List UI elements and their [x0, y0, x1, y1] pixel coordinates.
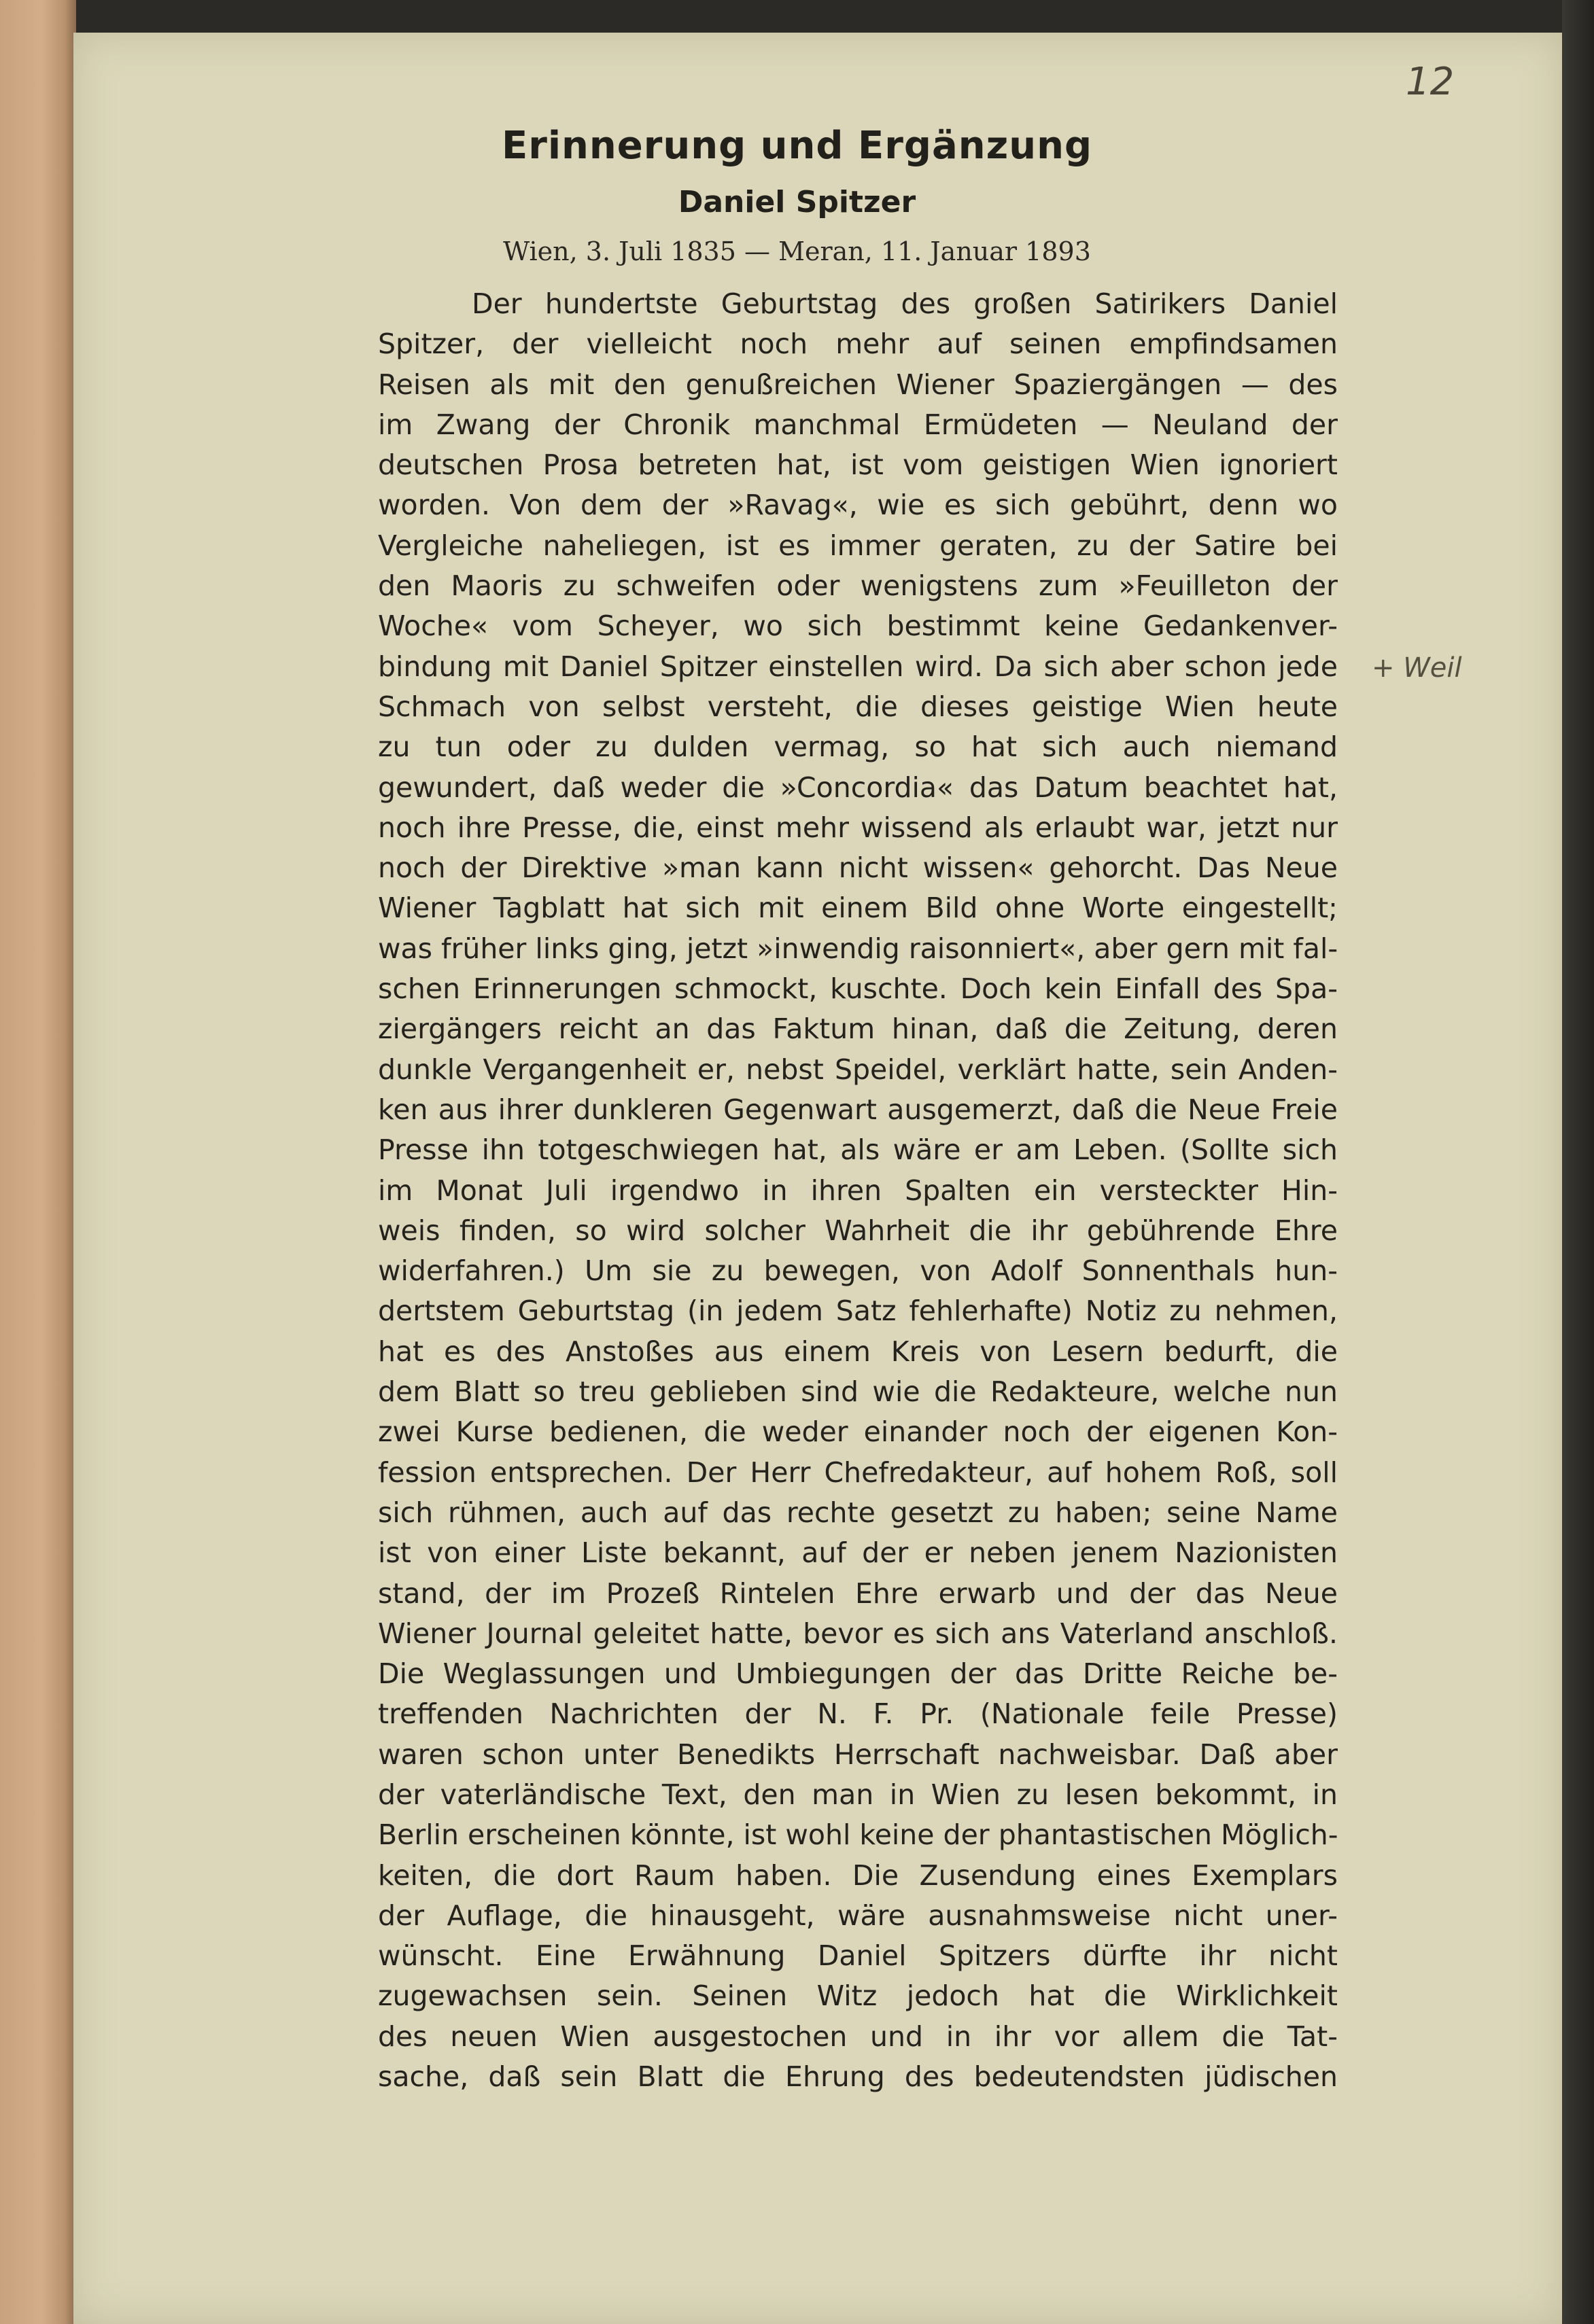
text-line: Berlin erscheinen könnte, ist wohl keine der phantastischen Möglich- — [378, 1818, 1338, 1852]
text-line: der Auflage, die hinausgeht, wäre ausnahmsweise nicht uner- — [378, 1899, 1338, 1932]
text-line: den Maoris zu schweifen oder wenigstens zum »Feuilleton der — [378, 569, 1338, 603]
text-line: fession entsprechen. Der Herr Chefredakteur, auf hohem Roß, soll — [378, 1456, 1338, 1489]
text-line: des neuen Wien ausgestochen und in ihr vor allem die Tat- — [378, 2020, 1338, 2053]
text-line: weis finden, so wird solcher Wahrheit die ihr gebührende Ehre — [378, 1214, 1338, 1247]
text-line: wünscht. Eine Erwähnung Daniel Spitzers dürfte ihr nicht — [378, 1939, 1338, 1973]
text-line: dertstem Geburtstag (in jedem Satz fehlerhafte) Notiz zu nehmen, — [378, 1295, 1338, 1328]
text-line: Die Weglassungen und Umbiegungen der das Dritte Reiche be- — [378, 1657, 1338, 1691]
text-line: gewundert, daß weder die »Concordia« das Datum beachtet hat, — [378, 771, 1338, 804]
text-line: sache, daß sein Blatt die Ehrung des bedeutendsten jüdischen — [378, 2060, 1338, 2094]
text-line: Vergleiche naheliegen, ist es immer geraten, zu der Satire bei — [378, 529, 1338, 562]
text-line: ist von einer Liste bekannt, auf der er neben jenem Nazionisten — [378, 1536, 1338, 1570]
text-line: ziergängers reicht an das Faktum hinan, daß die Zeitung, deren — [378, 1013, 1338, 1046]
text-line: stand, der im Prozeß Rintelen Ehre erwarb und der das Neue — [378, 1577, 1338, 1610]
text-line: schen Erinnerungen schmockt, kuschte. Doch kein Einfall des Spa- — [378, 972, 1338, 1006]
text-line: dem Blatt so treu geblieben sind wie die Redakteure, welche nun — [378, 1375, 1338, 1409]
text-line: Spitzer, der vielleicht noch mehr auf seinen empfindsamen — [378, 328, 1338, 361]
text-line: noch der Direktive »man kann nicht wissen« gehorcht. Das Neue — [378, 851, 1338, 885]
text-line: Woche« vom Scheyer, wo sich bestimmt keine Gedankenver- — [378, 610, 1338, 643]
text-line: waren schon unter Benedikts Herrschaft nachweisbar. Daß aber — [378, 1738, 1338, 1771]
text-line: deutschen Prosa betreten hat, ist vom geistigen Wien ignoriert — [378, 448, 1338, 482]
text-line: worden. Von dem der »Ravag«, wie es sich gebührt, denn wo — [378, 489, 1338, 522]
text-line: im Monat Juli irgendwo in ihren Spalten ein versteckter Hin- — [378, 1174, 1338, 1207]
article-body — [378, 284, 1338, 2097]
text-line: zu tun oder zu dulden vermag, so hat sich auch niemand — [378, 730, 1338, 764]
margin-annotation: + Weil — [1372, 652, 1462, 684]
page-edge — [1562, 0, 1594, 2324]
text-line: zugewachsen sein. Seinen Witz jedoch hat die Wirklichkeit — [378, 1979, 1338, 2013]
text-line: Presse ihn totgeschwiegen hat, als wäre er am Leben. (Sollte sich — [378, 1133, 1338, 1167]
text-line: Wiener Journal geleitet hatte, bevor es sich ans Vaterland anschloß. — [378, 1617, 1338, 1650]
text-line: ken aus ihrer dunkleren Gegenwart ausgemerzt, daß die Neue Freie — [378, 1093, 1338, 1126]
text-line: dunkle Vergangenheit er, nebst Speidel, verklärt hatte, sein Anden- — [378, 1053, 1338, 1086]
text-line: zwei Kurse bedienen, die weder einander noch der eigenen Kon- — [378, 1415, 1338, 1449]
article-subtitle: Daniel Spitzer — [678, 185, 916, 219]
page-number: 12 — [1406, 60, 1455, 104]
book-spine — [0, 0, 76, 2324]
text-line: keiten, die dort Raum haben. Die Zusendung eines Exemplars — [378, 1859, 1338, 1892]
text-line: noch ihre Presse, die, einst mehr wissend als erlaubt war, jetzt nur — [378, 811, 1338, 844]
text-line: im Zwang der Chronik manchmal Ermüdeten — Neuland der — [378, 408, 1338, 441]
dateline: Wien, 3. Juli 1835 — Meran, 11. Januar 1893 — [503, 236, 1091, 266]
text-line: Der hundertste Geburtstag des großen Satirikers Daniel — [472, 287, 1338, 320]
text-line: Schmach von selbst versteht, die dieses geistige Wien heute — [378, 690, 1338, 723]
text-line: was früher links ging, jetzt »inwendig raisonniert«, aber gern mit fal- — [378, 932, 1338, 965]
text-line: Reisen als mit den genußreichen Wiener Spaziergängen — des — [378, 368, 1338, 401]
text-line: sich rühmen, auch auf das rechte gesetzt zu haben; seine Name — [378, 1496, 1338, 1529]
text-line: hat es des Anstoßes aus einem Kreis von Lesern bedurft, die — [378, 1335, 1338, 1368]
text-line: der vaterländische Text, den man in Wien zu lesen bekommt, in — [378, 1778, 1338, 1811]
text-line: Wiener Tagblatt hat sich mit einem Bild ohne Worte eingestellt; — [378, 892, 1338, 925]
text-line: widerfahren.) Um sie zu bewegen, von Adolf Sonnenthals hun- — [378, 1254, 1338, 1288]
text-line: treffenden Nachrichten der N. F. Pr. (Nationale feile Presse) — [378, 1697, 1338, 1731]
article-title: Erinnerung und Ergänzung — [501, 124, 1093, 168]
text-line: bindung mit Daniel Spitzer einstellen wird. Da sich aber schon jede — [378, 650, 1338, 683]
